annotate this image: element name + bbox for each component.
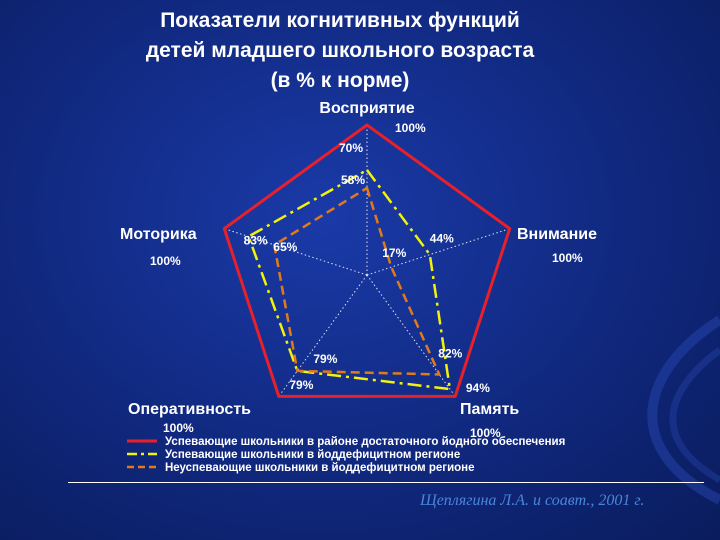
axis-max-label: 100% — [470, 426, 501, 440]
title-line-2: детей младшего школьного возраста — [145, 39, 535, 62]
axis-label: Внимание — [517, 226, 597, 243]
data-label: 82% — [438, 346, 463, 361]
axis-max-label: 100% — [163, 421, 194, 435]
axis-label: Моторика — [120, 226, 197, 243]
data-label: 94% — [465, 381, 490, 396]
legend-label: Успевающие школьники в районе достаточного йодного обеспечения — [165, 436, 566, 448]
data-label: 65% — [273, 239, 298, 254]
axis-max-label: 100% — [552, 251, 583, 265]
axis-max-label: 100% — [395, 121, 426, 135]
data-label: 83% — [243, 233, 268, 248]
legend-label: Успевающие школьники в йоддефицитном регионе — [165, 449, 461, 461]
title-line-1: Показатели когнитивных функций — [160, 9, 520, 32]
radar-series-line — [249, 170, 450, 389]
axis-max-label: 100% — [150, 254, 181, 268]
title-line-3: (в % к норме) — [270, 69, 410, 92]
data-label: 58% — [341, 173, 366, 187]
data-label: 44% — [429, 231, 454, 246]
citation: Щеплягина Л.А. и соавт., 2001 г. — [420, 492, 645, 509]
data-label: 17% — [382, 246, 407, 261]
axis-label: Память — [460, 401, 520, 418]
legend-label: Неуспевающие школьники в йоддефицитном регионе — [165, 462, 475, 474]
data-label: 79% — [289, 377, 314, 392]
radar-spoke — [367, 275, 455, 396]
chart-legend — [127, 436, 565, 474]
data-label: 70% — [339, 141, 364, 155]
data-label: 79% — [313, 351, 338, 366]
axis-label: Оперативность — [128, 401, 251, 418]
radar-labels — [120, 100, 597, 440]
radar-series-line — [274, 188, 439, 375]
axis-label: Восприятие — [319, 100, 415, 117]
footer-divider — [68, 482, 704, 483]
